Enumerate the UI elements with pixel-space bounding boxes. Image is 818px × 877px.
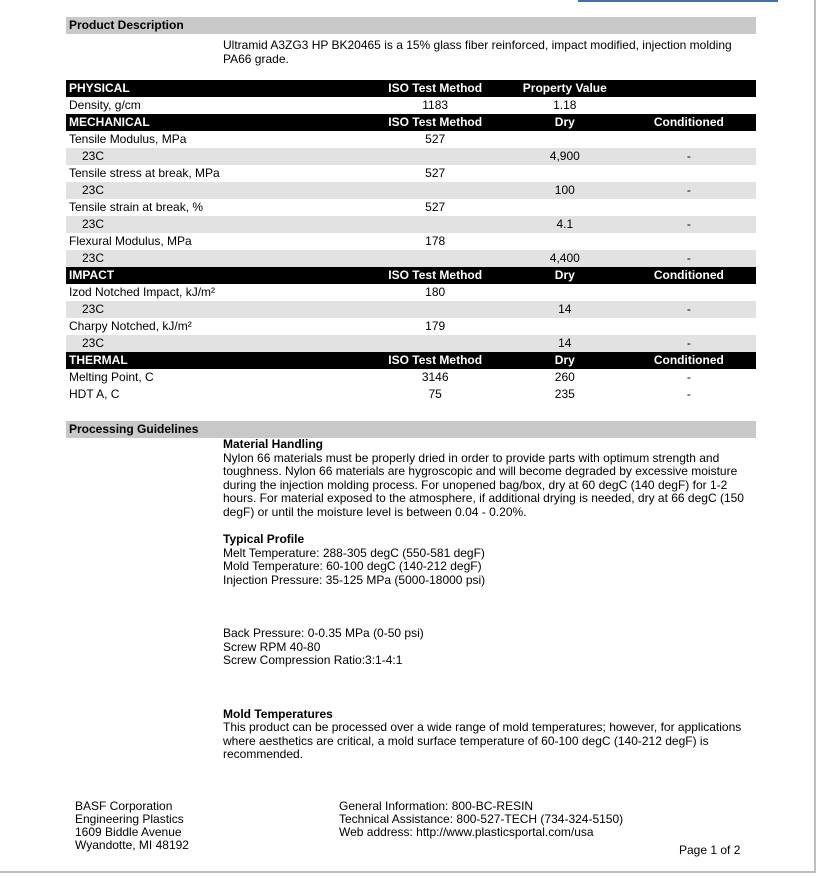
profile-line: Screw RPM 40-80 bbox=[223, 639, 321, 654]
property-method: 179 bbox=[425, 319, 446, 333]
property-method bbox=[359, 182, 507, 199]
page-number: Page 1 of 2 bbox=[679, 843, 741, 857]
table-row bbox=[66, 199, 756, 216]
property-cond: - bbox=[619, 216, 756, 233]
property-label: Density, g/cm bbox=[69, 98, 141, 112]
column-header: Conditioned bbox=[619, 114, 756, 131]
column-header: Dry bbox=[508, 114, 619, 131]
property-label: Flexural Modulus, MPa bbox=[69, 234, 192, 248]
column-header: Conditioned bbox=[619, 267, 756, 284]
property-dry bbox=[508, 165, 619, 182]
impact-header-row bbox=[66, 267, 756, 284]
property-dry bbox=[508, 199, 619, 216]
properties-table bbox=[66, 80, 756, 403]
property-cond: - bbox=[619, 182, 756, 199]
address-line: Engineering Plastics bbox=[75, 812, 184, 826]
property-dry bbox=[508, 131, 619, 148]
column-header: Dry bbox=[508, 267, 619, 284]
property-method bbox=[359, 335, 507, 352]
footer-contact bbox=[339, 800, 623, 839]
property-cond: - bbox=[619, 250, 756, 267]
property-method bbox=[359, 301, 507, 318]
property-cond bbox=[619, 199, 756, 216]
mechanical-header-row bbox=[66, 114, 756, 131]
property-dry bbox=[508, 284, 619, 301]
property-cond bbox=[619, 318, 756, 335]
column-header: THERMAL bbox=[66, 352, 359, 369]
address-line: 1609 Biddle Avenue bbox=[75, 825, 182, 839]
profile-line: Back Pressure: 0-0.35 MPa (0-50 psi) bbox=[223, 626, 424, 640]
property-cond bbox=[619, 233, 756, 250]
table-row bbox=[66, 335, 756, 352]
property-cond: - bbox=[619, 301, 756, 318]
property-cond bbox=[619, 165, 756, 182]
document-content bbox=[66, 17, 756, 762]
property-dry: 1.18 bbox=[553, 98, 577, 112]
column-header: PHYSICAL bbox=[66, 80, 359, 97]
property-cond: - bbox=[686, 370, 691, 384]
property-label: Izod Notched Impact, kJ/m² bbox=[69, 285, 216, 299]
address-line: BASF Corporation bbox=[75, 799, 173, 813]
footer-address bbox=[75, 800, 189, 852]
column-header: ISO Test Method bbox=[359, 267, 507, 284]
property-cond: - bbox=[619, 335, 756, 352]
table-row bbox=[66, 369, 756, 386]
property-method: 527 bbox=[425, 132, 446, 146]
column-header: ISO Test Method bbox=[359, 80, 507, 97]
column-header: MECHANICAL bbox=[66, 114, 359, 131]
mold-temperatures-title: Mold Temperatures bbox=[223, 706, 333, 721]
property-method: 527 bbox=[425, 166, 446, 180]
property-cond bbox=[619, 97, 756, 114]
thermal-header-row bbox=[66, 352, 756, 369]
column-header: IMPACT bbox=[66, 267, 359, 284]
table-row bbox=[66, 182, 756, 199]
property-method: 1183 bbox=[422, 98, 449, 112]
table-row bbox=[66, 386, 756, 403]
processing-guidelines bbox=[223, 438, 753, 762]
table-row bbox=[66, 216, 756, 233]
table-row bbox=[66, 165, 756, 182]
property-label: 23C bbox=[66, 301, 359, 318]
property-method: 178 bbox=[425, 234, 446, 248]
material-handling-title: Material Handling bbox=[223, 437, 324, 451]
property-method bbox=[359, 148, 507, 165]
property-cond: - bbox=[686, 387, 691, 401]
table-row bbox=[66, 148, 756, 165]
top-accent-line bbox=[578, 0, 778, 2]
profile-line: Injection Pressure: 35-125 MPa (5000-18000 psi) bbox=[223, 572, 486, 587]
mold-temperatures-text: This product can be processed over a wide range of mold temperatures; however, for applications where aesthetics are critical, a mold surface temperature of 60-100 degC (140-212 degF) is recommended. bbox=[223, 720, 742, 761]
product-description-heading: Product Description bbox=[66, 17, 756, 34]
property-label: Tensile stress at break, MPa bbox=[69, 166, 220, 180]
table-row bbox=[66, 284, 756, 301]
material-handling-text: Nylon 66 materials must be properly dried in order to provide parts with optimum strength and toughness. Nylon 66 materials are hygroscopic and will become degraded by excessive moisture during the injection molding process. For unopened bag/box, dry at 60 degC (140 degF) for 1-2 hours. For material exposed to the atmosphere, if additional drying is needed, dry at 66 degC (150 degF) or until the moisture level is between 0.04 - 0.20%. bbox=[223, 450, 744, 519]
property-label: 23C bbox=[66, 335, 359, 352]
property-dry: 235 bbox=[554, 387, 575, 401]
table-row bbox=[66, 250, 756, 267]
property-dry: 4.1 bbox=[508, 216, 619, 233]
contact-line: Web address: http://www.plasticsportal.com/usa bbox=[339, 825, 594, 839]
typical-profile-title: Typical Profile bbox=[223, 532, 305, 546]
table-row bbox=[66, 233, 756, 250]
property-label: Charpy Notched, kJ/m² bbox=[69, 319, 192, 333]
property-label: 23C bbox=[66, 148, 359, 165]
column-header: ISO Test Method bbox=[359, 114, 507, 131]
table-row bbox=[66, 131, 756, 148]
address-line: Wyandotte, MI 48192 bbox=[75, 838, 189, 852]
table-row bbox=[66, 301, 756, 318]
property-dry: 260 bbox=[554, 370, 575, 384]
physical-header-row bbox=[66, 80, 756, 97]
column-header: Property Value bbox=[508, 80, 619, 97]
property-dry: 100 bbox=[508, 182, 619, 199]
contact-line: General Information: 800-BC-RESIN bbox=[339, 799, 534, 813]
property-method: 180 bbox=[425, 285, 446, 299]
property-method bbox=[359, 250, 507, 267]
profile-line: Mold Temperature: 60-100 degC (140-212 degF) bbox=[223, 559, 482, 573]
product-description-text: Ultramid A3ZG3 HP BK20465 is a 15% glass fiber reinforced, impact modified, injection molding PA66 grade. bbox=[223, 38, 732, 66]
property-method: 527 bbox=[425, 200, 446, 214]
table-row bbox=[66, 97, 756, 114]
property-cond: - bbox=[619, 148, 756, 165]
property-cond bbox=[619, 284, 756, 301]
property-dry: 4,400 bbox=[508, 250, 619, 267]
property-dry bbox=[508, 318, 619, 335]
column-header: Conditioned bbox=[619, 352, 756, 369]
processing-guidelines-heading: Processing Guidelines bbox=[66, 421, 756, 438]
property-label: 23C bbox=[66, 250, 359, 267]
column-header bbox=[619, 80, 756, 97]
property-method: 3146 bbox=[421, 370, 449, 384]
column-header: ISO Test Method bbox=[359, 352, 507, 369]
column-header: Dry bbox=[508, 352, 619, 369]
property-label: Tensile strain at break, % bbox=[69, 200, 204, 214]
property-label: Melting Point, C bbox=[69, 370, 154, 384]
property-method bbox=[359, 216, 507, 233]
property-label: 23C bbox=[66, 182, 359, 199]
contact-line: Technical Assistance: 800-527-TECH (734-324-5150) bbox=[339, 812, 624, 826]
property-label: HDT A, C bbox=[69, 387, 120, 401]
table-row bbox=[66, 318, 756, 335]
property-method: 75 bbox=[428, 387, 442, 401]
property-label: Tensile Modulus, MPa bbox=[69, 132, 187, 146]
profile-line: Screw Compression Ratio:3:1-4:1 bbox=[223, 653, 403, 667]
profile-line: Melt Temperature: 288-305 degC (550-581 degF) bbox=[223, 545, 485, 560]
property-dry: 4,900 bbox=[508, 148, 619, 165]
property-dry bbox=[508, 233, 619, 250]
property-cond bbox=[619, 131, 756, 148]
property-label: 23C bbox=[66, 216, 359, 233]
property-dry: 14 bbox=[508, 301, 619, 318]
property-dry: 14 bbox=[508, 335, 619, 352]
